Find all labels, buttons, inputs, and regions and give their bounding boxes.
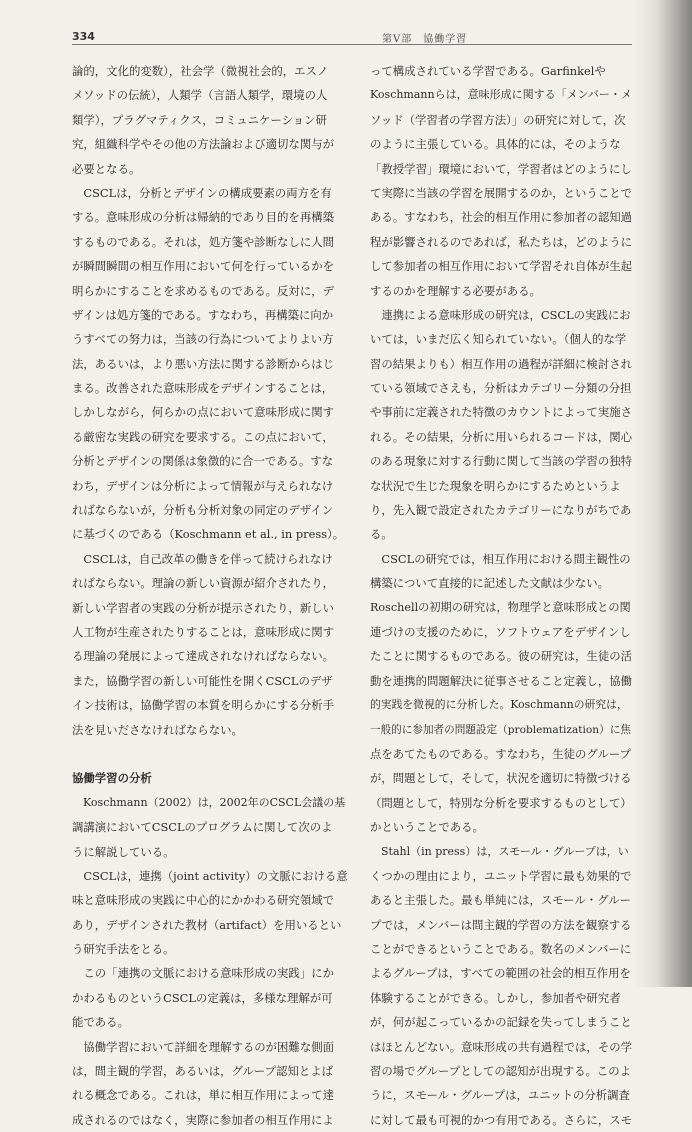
text-line: 法，あるいは，より悪い方法に関する診断からはじ bbox=[72, 356, 334, 371]
text-line: よるグループは，すべての範囲の社会的相互作用を bbox=[370, 966, 631, 981]
text-line: 究，組織科学やその他の方法論および適切な関与が bbox=[72, 137, 334, 152]
text-line: 調講演においてCSCLのプログラムに関して次のよ bbox=[72, 820, 333, 835]
text-line: に対して最も可視的かつ有用である。さらに，スモ bbox=[370, 1112, 632, 1127]
text-line: が，何が起こっているかの記録を失ってしまうこと bbox=[370, 1015, 632, 1030]
left-column bbox=[72, 59, 348, 1132]
text-line: うすべての努力は，当該の行為についてよりよい方 bbox=[72, 332, 334, 347]
text-line: 能である。 bbox=[72, 1015, 129, 1030]
text-line: 分析とデザインの関係は象徴的に合一である。すな bbox=[72, 454, 334, 469]
text-line: 一般的に参加者の問題設定（problematization）に焦 bbox=[370, 723, 631, 736]
text-line: ている領域でさえも，分析はカテゴリー分類の分担 bbox=[370, 381, 632, 396]
page-edge-shadow bbox=[634, 0, 692, 987]
text-line: メソッドの伝統），人類学（言語人類学，環境の人 bbox=[72, 88, 328, 103]
text-line: に基づくのである（Koschmann et al., in press）。 bbox=[72, 527, 345, 542]
running-header bbox=[72, 30, 632, 44]
section-heading: 協働学習の分析 bbox=[72, 771, 152, 786]
text-line: 味と意味形成の実践に中心的にかかわる研究領域で bbox=[72, 893, 334, 908]
text-line: たことに関するものである。彼の研究は，生徒の活 bbox=[370, 649, 632, 664]
text-line: また，協働学習の新しい可能性を開くCSCLのデザ bbox=[72, 673, 333, 688]
text-line: 類学），プラグマティクス，コミュニケーション研 bbox=[72, 112, 327, 127]
text-line: する。意味形成の分析は帰納的であり目的を再構築 bbox=[72, 210, 334, 225]
text-line: あると主張した。最も単純には，スモール・グルー bbox=[370, 893, 631, 908]
text-line: Koschmann（2002）は，2002年のCSCL会議の基 bbox=[72, 795, 346, 809]
text-line: するのかを理解する必要がある。 bbox=[370, 283, 541, 298]
text-line: ればならないが，分析も分析対象の同定のデザイン bbox=[72, 503, 334, 518]
text-line: あり，デザインされた教材（artifact）を用いるとい bbox=[72, 917, 342, 932]
text-line: のように主張している。具体的には，そのような bbox=[370, 137, 621, 152]
text-line: しかしながら，何らかの点において意味形成に関す bbox=[72, 405, 334, 420]
text-line: 連づけの支援のために，ソフトウェアをデザインし bbox=[370, 624, 631, 639]
text-line: 必要となる。 bbox=[72, 161, 141, 176]
text-line: う研究手法をとる。 bbox=[72, 942, 175, 957]
text-line: 「教授学習」環境において，学習者はどのようにし bbox=[370, 161, 632, 176]
text-line: 的実践を微視的に分析した。Koschmannの研究は， bbox=[370, 698, 628, 712]
text-line: 明らかにすることを求めるものである。反対に，デ bbox=[72, 283, 334, 298]
text-line: するものである。それは，処方箋や診断なしに人間 bbox=[72, 234, 334, 249]
text-line: が，問題として，そして，状況を適切に特徴づける bbox=[370, 771, 632, 786]
text-line: わち，デザインは分析によって情報が与えられなけ bbox=[72, 478, 334, 493]
text-line: る。 bbox=[370, 527, 393, 542]
text-line: CSCLは，連携（joint activity）の文脈における意 bbox=[72, 868, 348, 883]
text-line: 人工物が生産されたりすることは，意味形成に関す bbox=[72, 624, 334, 639]
text-line: 動を連携的問題解決に従事させること定義し，協働 bbox=[370, 673, 632, 688]
text-line: うに解説している。 bbox=[72, 844, 175, 859]
text-line bbox=[72, 742, 348, 766]
text-line: れる概念である。これは，単に相互作用によって達 bbox=[72, 1088, 334, 1103]
text-line: 新しい学習者の実践の分析が提示されたり，新しい bbox=[72, 600, 334, 615]
text-line: CSCLの研究では，相互作用における間主観性の bbox=[370, 551, 631, 566]
text-line: や事前に定義された特徴のカウントによって実施さ bbox=[370, 405, 632, 420]
text-line: かということである。 bbox=[370, 820, 484, 835]
header-rule bbox=[72, 44, 632, 45]
text-line: イン技術は，協働学習の本質を明らかにする分析手 bbox=[72, 698, 334, 713]
text-line: れる。その結果，分析に用いられるコードは，関心 bbox=[370, 429, 632, 444]
text-line: 連携による意味形成の研究は，CSCLの実践にお bbox=[370, 307, 631, 322]
right-column bbox=[370, 59, 632, 1132]
text-line: 構築について直接的に記述した文献は少ない。 bbox=[370, 576, 609, 591]
text-line: 協働学習において詳細を理解するのが困難な側面 bbox=[72, 1039, 334, 1054]
text-line: CSCLは，自己改革の働きを伴って続けられなけ bbox=[72, 551, 333, 566]
text-line: ことができるということである。数名のメンバーに bbox=[370, 942, 632, 957]
text-line: して参加者の相互作用において学習それ自体が生起 bbox=[370, 259, 632, 274]
text-line: って構成されている学習である。Garfinkelや bbox=[370, 64, 606, 78]
text-line: はほとんどない。意味形成の共有過程では，その学 bbox=[370, 1039, 632, 1054]
text-line: Koschmannらは，意味形成に関する「メンバー・メ bbox=[370, 88, 632, 102]
text-line: Roschellの初期の研究は，物理学と意味形成との関 bbox=[370, 600, 631, 614]
text-line: いては，いまだ広く知られていない。（個人的な学 bbox=[370, 332, 627, 347]
text-line: ある。すなわち，社会的相互作用に参加者の認知過 bbox=[370, 210, 632, 225]
text-line: 法を見いださなければならない。 bbox=[72, 722, 243, 737]
text-line: まる。改善された意味形成をデザインすることは， bbox=[72, 381, 334, 396]
text-line: ればならない。理論の新しい資源が紹介されたり， bbox=[72, 576, 334, 591]
text-line: る厳密な実践の研究を要求する。この点において， bbox=[72, 429, 334, 444]
text-line: うに，スモール・グループは，ユニットの分析調査 bbox=[370, 1088, 630, 1103]
text-line: が瞬間瞬間の相互作用において何を行っているかを bbox=[72, 259, 334, 274]
text-line: かわるものというCSCLの定義は，多様な理解が可 bbox=[72, 990, 333, 1005]
text-line: Stahl（in press）は，スモール・グループは，い bbox=[370, 844, 629, 858]
text-line: ザインは処方箋的である。すなわち，再構築に向か bbox=[72, 307, 334, 322]
running-head: 第Ⅴ部 協働学習 bbox=[382, 34, 468, 45]
text-line: な状況で生じた現象を明らかにするためというよ bbox=[370, 478, 621, 493]
text-line: この「連携の文脈における意味形成の実践」にか bbox=[72, 966, 334, 981]
text-line: 点をあてたものである。すなわち，生徒のグループ bbox=[370, 746, 632, 761]
text-line: くつかの理由により，ユニット学習に最も効果的で bbox=[370, 868, 632, 883]
text-line: CSCLは，分析とデザインの構成要素の両方を有 bbox=[72, 185, 332, 200]
page-number: 334 bbox=[72, 30, 95, 43]
text-line: 成されるのではなく，実際に参加者の相互作用によ bbox=[72, 1112, 334, 1127]
text-line: ソッド（学習者の学習方法）」の研究に対して，次 bbox=[370, 112, 626, 127]
text-line: は，間主観的学習，あるいは，グループ認知とよば bbox=[72, 1064, 334, 1079]
text-line: 程が影響されるのであれば，私たちは，どのように bbox=[370, 234, 632, 249]
text-line: のある現象に対する行動に関して当該の学習の独特 bbox=[370, 454, 632, 469]
text-line: 体験することができる。しかし，参加者や研究者 bbox=[370, 990, 621, 1005]
text-line: て実際に当該の学習を展開するのか，ということで bbox=[370, 185, 632, 200]
text-line: 習の結果よりも）相互作用の過程が詳細に検討され bbox=[370, 356, 632, 371]
text-line: 習の場でグループとしての認知が出現する。このよ bbox=[370, 1064, 632, 1079]
text-line: （問題として，特別な分析を要求するものとして） bbox=[370, 795, 632, 810]
text-line: る理論の発展によって達成されなければならない。 bbox=[72, 649, 334, 664]
text-line: プでは，メンバーは間主観的学習の方法を観察する bbox=[370, 917, 632, 932]
text-line: 論的，文化的変数），社会学（微視社会的，エスノ bbox=[72, 64, 329, 78]
text-line: り，先入観で設定されたカテゴリーになりがちであ bbox=[370, 503, 632, 518]
